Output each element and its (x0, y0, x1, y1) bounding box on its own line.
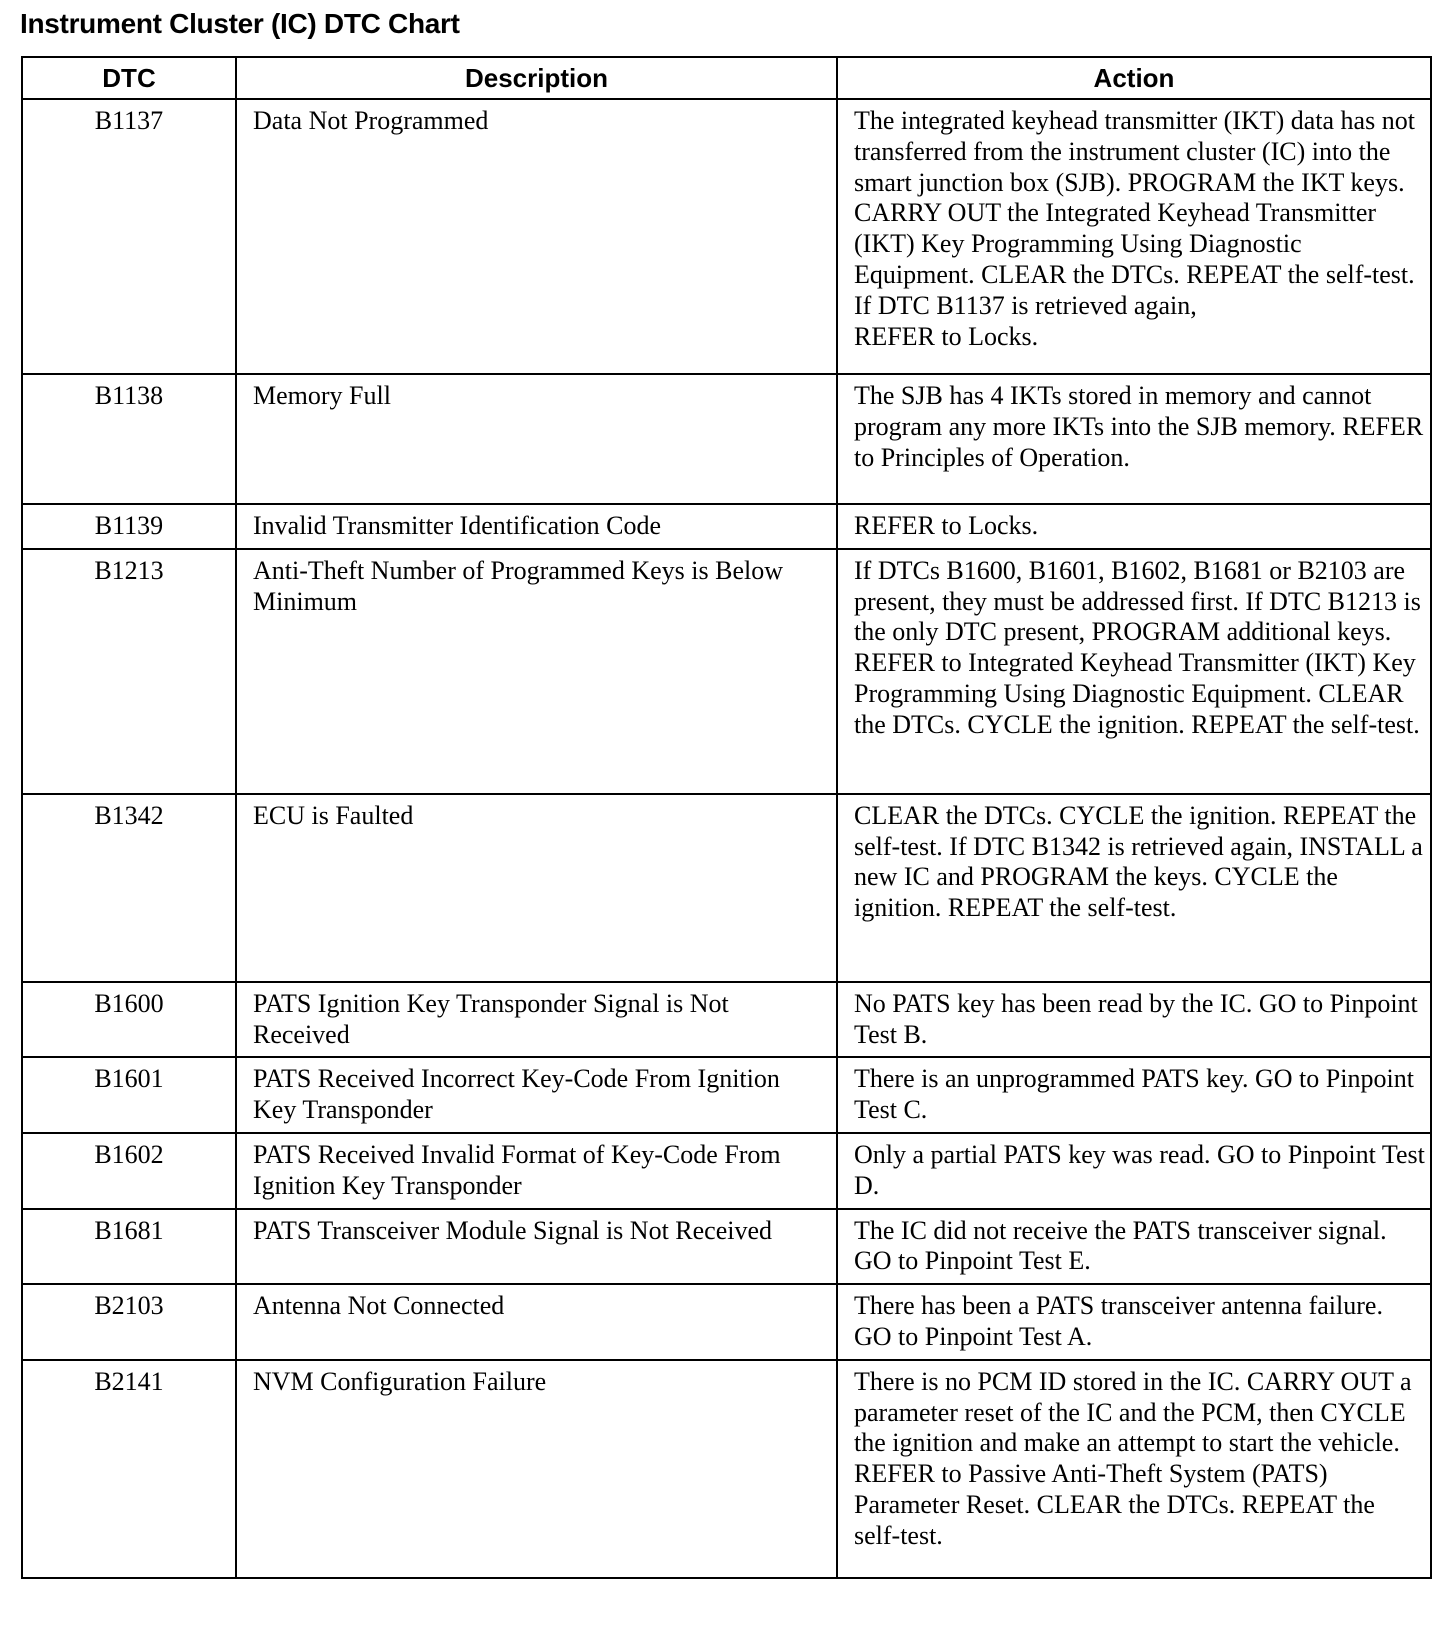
action-cell: The SJB has 4 IKTs stored in memory and cannot program any more IKTs into the SJB memory. REFER to Principles of Operation. (837, 374, 1431, 504)
action-cell: No PATS key has been read by the IC. GO to Pinpoint Test B. (837, 982, 1431, 1058)
action-cell: CLEAR the DTCs. CYCLE the ignition. REPEAT the self-test. If DTC B1342 is retrieved again, INSTALL a new IC and PROGRAM the keys. CYCLE the ignition. REPEAT the self-test. (837, 794, 1431, 982)
column-header-description: Description (236, 57, 837, 99)
column-header-dtc: DTC (22, 57, 236, 99)
table-row (22, 794, 1431, 982)
column-header-action: Action (837, 57, 1431, 99)
dtc-code-cell: B1602 (22, 1133, 236, 1209)
dtc-code-cell: B1213 (22, 549, 236, 794)
description-cell: PATS Received Incorrect Key-Code From Ignition Key Transponder (236, 1057, 837, 1133)
dtc-code-cell: B2141 (22, 1360, 236, 1578)
description-cell: NVM Configuration Failure (236, 1360, 837, 1578)
table-row (22, 374, 1431, 504)
action-cell: There is an unprogrammed PATS key. GO to Pinpoint Test C. (837, 1057, 1431, 1133)
description-cell: Memory Full (236, 374, 837, 504)
dtc-code-cell: B1601 (22, 1057, 236, 1133)
description-cell: Data Not Programmed (236, 99, 837, 374)
table-header-row (22, 57, 1431, 99)
action-cell: If DTCs B1600, B1601, B1602, B1681 or B2103 are present, they must be addressed first. If DTC B1213 is the only DTC present, PROGRAM additional keys. REFER to Integrated Keyhead Transmitter (IKT) Key Programming Using Diagnostic Equipment. CLEAR the DTCs. CYCLE the ignition. REPEAT the self-test. (837, 549, 1431, 794)
table-row (22, 1360, 1431, 1578)
dtc-code-cell: B1139 (22, 504, 236, 549)
description-cell: Invalid Transmitter Identification Code (236, 504, 837, 549)
description-cell: Anti-Theft Number of Programmed Keys is Below Minimum (236, 549, 837, 794)
table-row (22, 504, 1431, 549)
table-row (22, 1284, 1431, 1360)
description-cell: PATS Received Invalid Format of Key-Code From Ignition Key Transponder (236, 1133, 837, 1209)
table-row (22, 1209, 1431, 1285)
action-cell: The integrated keyhead transmitter (IKT) data has not transferred from the instrument cluster (IC) into the smart junction box (SJB). PROGRAM the IKT keys. CARRY OUT the Integrated Keyhead Transmitter (IKT) Key Programming Using Diagnostic Equipment. CLEAR the DTCs. REPEAT the self-test. If DTC B1137 is retrieved again, REFER to Locks. (837, 99, 1431, 374)
action-cell: There has been a PATS transceiver antenna failure. GO to Pinpoint Test A. (837, 1284, 1431, 1360)
table-row (22, 549, 1431, 794)
dtc-code-cell: B1137 (22, 99, 236, 374)
page-title: Instrument Cluster (IC) DTC Chart (20, 8, 460, 39)
description-cell: PATS Transceiver Module Signal is Not Received (236, 1209, 837, 1285)
dtc-code-cell: B2103 (22, 1284, 236, 1360)
table-row (22, 1133, 1431, 1209)
description-cell: PATS Ignition Key Transponder Signal is Not Received (236, 982, 837, 1058)
description-cell: Antenna Not Connected (236, 1284, 837, 1360)
table-row (22, 99, 1431, 374)
dtc-code-cell: B1681 (22, 1209, 236, 1285)
description-cell: ECU is Faulted (236, 794, 837, 982)
action-cell: Only a partial PATS key was read. GO to Pinpoint Test D. (837, 1133, 1431, 1209)
dtc-code-cell: B1138 (22, 374, 236, 504)
action-cell: REFER to Locks. (837, 504, 1431, 549)
action-cell: The IC did not receive the PATS transceiver signal. GO to Pinpoint Test E. (837, 1209, 1431, 1285)
table-row (22, 982, 1431, 1058)
dtc-code-cell: B1600 (22, 982, 236, 1058)
action-cell: There is no PCM ID stored in the IC. CARRY OUT a parameter reset of the IC and the PCM, then CYCLE the ignition and make an attempt to start the vehicle. REFER to Passive Anti-Theft System (PATS) Parameter Reset. CLEAR the DTCs. REPEAT the self-test. (837, 1360, 1431, 1578)
table-row (22, 1057, 1431, 1133)
dtc-table (21, 56, 1432, 1579)
dtc-code-cell: B1342 (22, 794, 236, 982)
